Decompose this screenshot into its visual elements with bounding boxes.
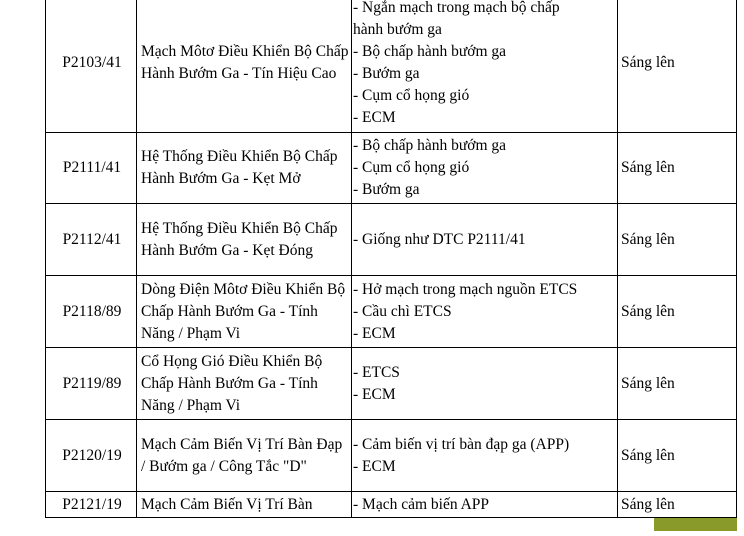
mil-status-cell: Sáng lên — [618, 0, 737, 133]
trouble-area-cell — [352, 133, 618, 204]
trouble-area-cell — [352, 492, 618, 518]
trouble-area-line: - Bộ chấp hành bướm ga — [353, 137, 507, 154]
trouble-area-line: - Ngắn mạch trong mạch bộ chấp — [353, 0, 560, 16]
trouble-area-line: - Giống như DTC P2111/41 — [353, 230, 526, 248]
accent-bar — [654, 518, 737, 531]
dtc-description-cell: Mạch Cảm Biến Vị Trí Bàn Đạp / Bướm ga / Công Tắc "D" — [137, 420, 352, 492]
dtc-code-cell: P2103/41 — [46, 0, 137, 133]
dtc-description-cell: Dòng Điện Môtơ Điều Khiển Bộ Chấp Hành Bướm Ga - Tính Năng / Phạm Vi — [137, 276, 352, 348]
table-row — [46, 204, 737, 276]
mil-status-cell: Sáng lên — [618, 420, 737, 492]
table-row — [46, 420, 737, 492]
trouble-area-line: - ECM — [353, 457, 396, 475]
dtc-description-cell: Cổ Họng Gió Điều Khiển Bộ Chấp Hành Bướm Ga - Tính Năng / Phạm Vi — [137, 348, 352, 420]
trouble-area-line: - Bướm ga — [353, 65, 420, 82]
mil-status-cell: Sáng lên — [618, 133, 737, 204]
trouble-area-line: - Cảm biến vị trí bàn đạp ga (APP) — [353, 435, 570, 453]
trouble-area-line: - Cụm cổ họng gió — [353, 159, 470, 176]
trouble-area-cell — [352, 0, 618, 133]
dtc-code-cell: P2111/41 — [46, 133, 137, 204]
trouble-area-line: - ETCS — [353, 363, 400, 381]
table-row — [46, 348, 737, 420]
table-row — [46, 276, 737, 348]
trouble-area-cell — [352, 204, 618, 276]
trouble-area-cell — [352, 276, 618, 348]
dtc-code-cell: P2120/19 — [46, 420, 137, 492]
trouble-area-line: - Bướm ga — [353, 181, 420, 198]
dtc-table — [45, 0, 737, 518]
dtc-code-cell: P2118/89 — [46, 276, 137, 348]
dtc-description-cell: Hệ Thống Điều Khiển Bộ Chấp Hành Bướm Ga - Kẹt Mở — [137, 133, 352, 204]
trouble-area-line: - Cầu chì ETCS — [353, 302, 452, 320]
mil-status-cell: Sáng lên — [618, 276, 737, 348]
dtc-code-cell: P2112/41 — [46, 204, 137, 276]
trouble-area-line: hành bướm ga — [353, 21, 442, 38]
trouble-area-line: - Hở mạch trong mạch nguồn ETCS — [353, 280, 578, 298]
dtc-code-cell: P2121/19 — [46, 492, 137, 518]
trouble-area-cell — [352, 420, 618, 492]
dtc-description-cell: Mạch Cảm Biến Vị Trí Bàn — [137, 492, 352, 518]
table-row — [46, 133, 737, 204]
trouble-area-cell — [352, 348, 618, 420]
trouble-area-line: - Bộ chấp hành bướm ga — [353, 43, 507, 60]
trouble-area-line: - ECM — [353, 385, 396, 403]
trouble-area-line: - Mạch cảm biến APP — [353, 495, 490, 513]
mil-status-cell: Sáng lên — [618, 204, 737, 276]
table-row — [46, 0, 737, 133]
dtc-description-cell: Mạch Môtơ Điều Khiển Bộ Chấp Hành Bướm Ga - Tín Hiệu Cao — [137, 0, 352, 133]
trouble-area-line: - ECM — [353, 109, 396, 126]
trouble-area-line: - ECM — [353, 324, 396, 342]
dtc-code-cell: P2119/89 — [46, 348, 137, 420]
dtc-description-cell: Hệ Thống Điều Khiển Bộ Chấp Hành Bướm Ga - Kẹt Đóng — [137, 204, 352, 276]
mil-status-cell: Sáng lên — [618, 492, 737, 518]
table-row — [46, 492, 737, 518]
mil-status-cell: Sáng lên — [618, 348, 737, 420]
trouble-area-line: - Cụm cổ họng gió — [353, 87, 470, 104]
